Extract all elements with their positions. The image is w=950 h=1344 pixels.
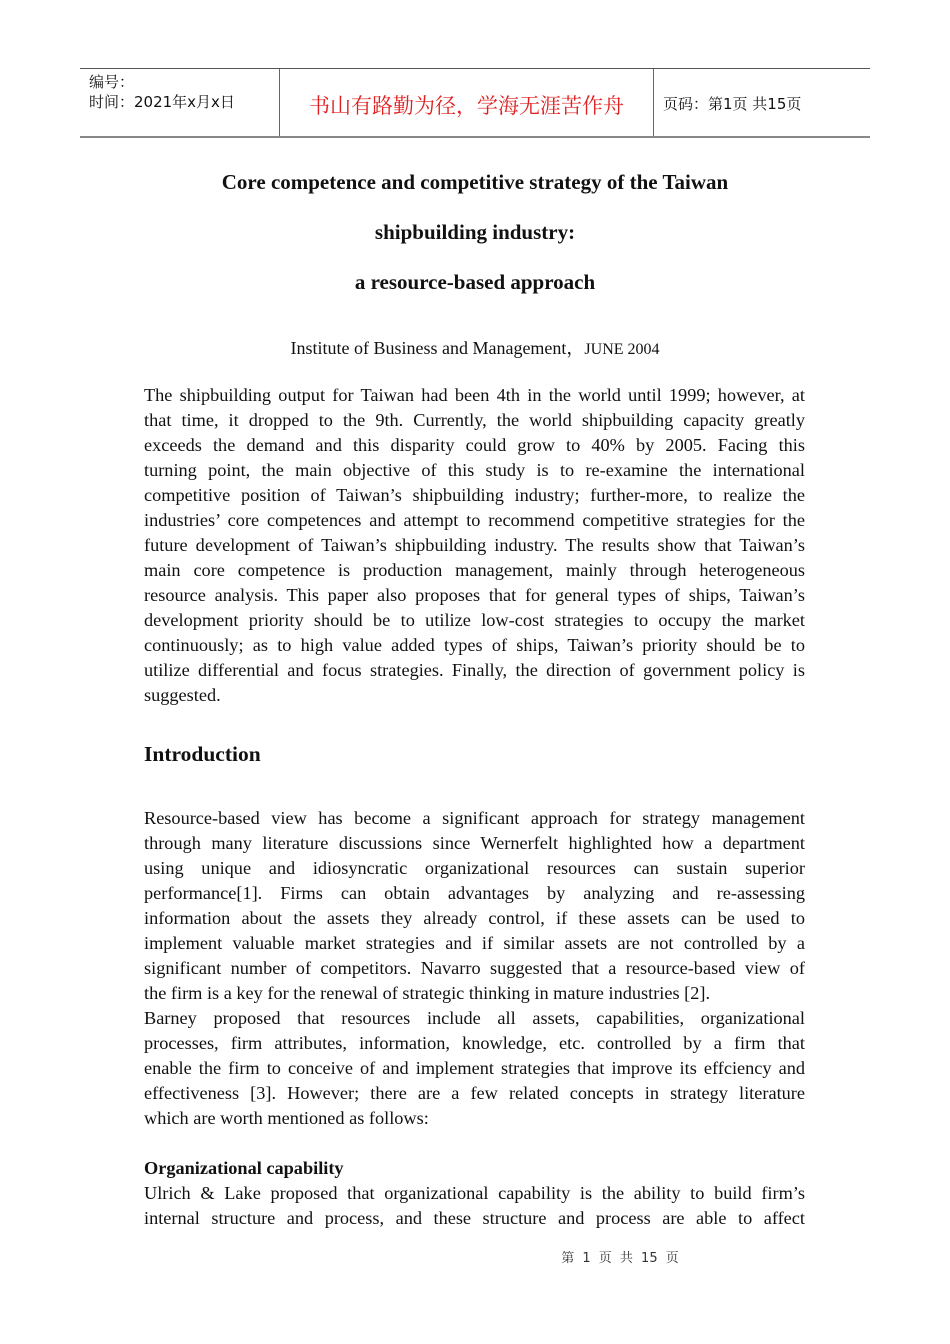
affiliation [0,334,950,360]
text-line: that time, it dropped to the 9th. Currently, the world shipbuilding capacity greatly [144,410,805,430]
text-line: Barney proposed that resources include all assets, capabilities, organizational [144,1008,805,1028]
text-line: enable the firm to conceive of and implement strategies that improve its effciency and [144,1058,805,1078]
title-line-2: shipbuilding industry: [374,220,576,244]
header-page-info: 页码：第1页 共15页 [663,95,802,113]
text-line: internal structure and process, and these structure and process are able to affect [144,1208,805,1228]
intro-paragraph-2 [144,1006,805,1131]
text-line: main core competence is production management, mainly through heterogeneous [144,560,805,580]
text-line: The shipbuilding output for Taiwan had been 4th in the world until 1999; however, at [144,385,805,405]
institute: Institute of Business and Management， [290,338,585,358]
header-meta [80,69,280,136]
page-header [80,68,870,138]
text-line: significant number of competitors. Navarro suggested that a resource-based view of [144,958,805,978]
text-line: effectiveness [3]. However; there are a few related concepts in strategy literature [144,1083,805,1103]
title-line-1: Core competence and competitive strategy of the Taiwan [221,170,729,194]
text-line: competitive position of Taiwan’s shipbuilding industry; further-more, to realize the [144,485,805,505]
text-line: the firm is a key for the renewal of strategic thinking in mature industries [2]. [144,983,711,1003]
text-line: using unique and idiosyncratic organizational resources can sustain superior [144,858,805,878]
text-line: utilize differential and focus strategies. Finally, the direction of government policy is [144,660,805,680]
text-line: which are worth mentioned as follows: [144,1108,429,1128]
text-line: performance[1]. Firms can obtain advantages by analyzing and re-assessing [144,883,805,903]
intro-paragraph-3 [144,1181,805,1231]
text-line: development priority should be to utilize low-cost strategies to occupy the market [144,610,805,630]
subheading-organizational-capability: Organizational capability [144,1158,344,1178]
introduction-heading: Introduction [144,742,261,766]
title-line-3: a resource-based approach [354,270,596,294]
time-label: 时间：2021年x月x日 [89,93,235,111]
text-line: resource analysis. This paper also proposes that for general types of ships, Taiwan’s [144,585,805,605]
publication-date: JUNE 2004 [584,341,660,358]
text-line: exceeds the demand and this disparity could grow to 40% by 2005. Facing this [144,435,805,455]
text-line: implement valuable market strategies and if similar assets are not controlled by a [144,933,805,953]
text-line: Ulrich & Lake proposed that organizational capability is the ability to build firm’s [144,1183,805,1203]
text-line: Resource-based view has become a significant approach for strategy management [144,808,805,828]
introduction-body [144,806,805,1231]
text-line: information about the assets they already control, if these assets can be used to [144,908,805,928]
text-line: suggested. [144,685,221,705]
text-line: processes, firm attributes, information, knowledge, etc. controlled by a firm that [144,1033,805,1053]
text-line: through many literature discussions since Wernerfelt highlighted how a department [144,833,805,853]
text-line: future development of Taiwan’s shipbuilding industry. The results show that Taiwan’s [144,535,805,555]
header-motto: 书山有路勤为径，学海无涯苦作舟 [280,69,654,136]
abstract [144,383,805,708]
serial-label: 编号： [89,73,135,91]
intro-paragraph-1 [144,806,805,1006]
page-footer: 第 1 页 共 15 页 [561,1251,679,1266]
text-line: industries’ core competences and attempt to recommend competitive strategies for the [144,510,805,530]
text-line: turning point, the main objective of this study is to re-examine the international [144,460,805,480]
text-line: continuously; as to high value added types of ships, Taiwan’s priority should be to [144,635,805,655]
